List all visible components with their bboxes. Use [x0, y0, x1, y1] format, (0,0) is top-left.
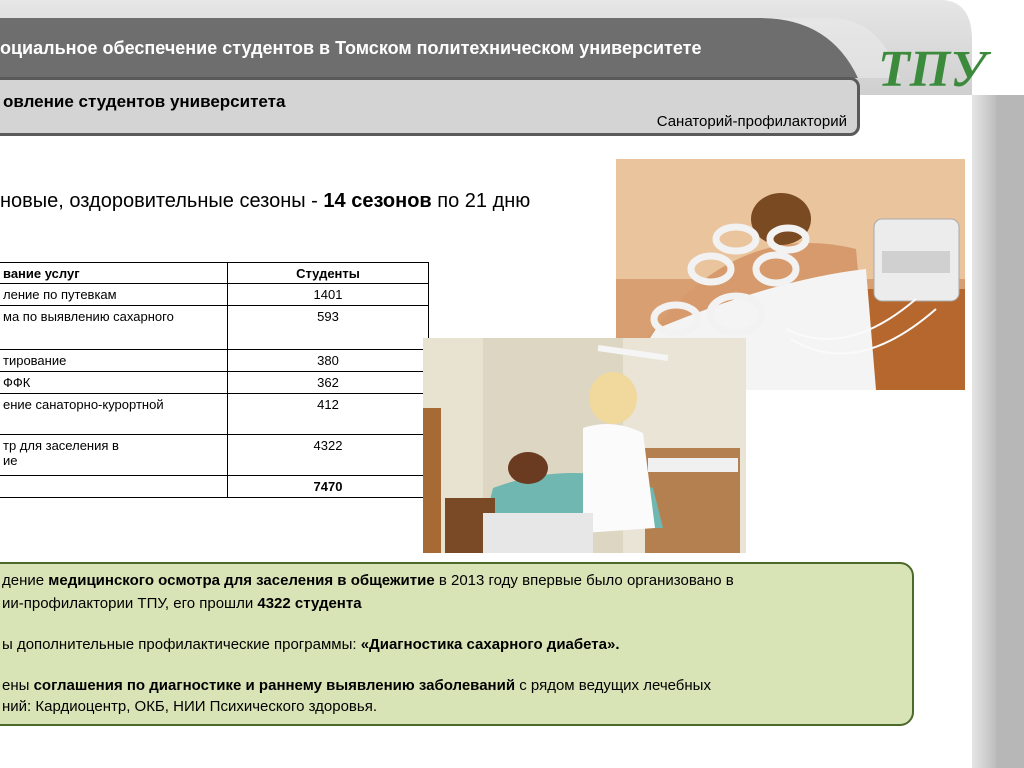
table-row	[0, 350, 429, 372]
service-name: ение санаторно-курортной	[0, 394, 228, 435]
service-name	[0, 435, 228, 476]
table-row	[0, 372, 429, 394]
info-text: ии-профилактории ТПУ, его прошли	[2, 595, 258, 612]
info-text: дение	[2, 572, 49, 589]
table-total-row	[0, 476, 429, 498]
service-count: 4322	[228, 435, 429, 476]
service-count: 1401	[228, 284, 429, 306]
table-row	[0, 435, 429, 476]
service-count: 412	[228, 394, 429, 435]
right-shadow	[972, 95, 996, 768]
column-header-students: Студенты	[228, 263, 429, 284]
seasons-suffix: по 21 дню	[431, 190, 531, 212]
service-name-line2: ие	[3, 453, 18, 468]
info-line-3	[2, 636, 620, 653]
info-text: ены	[2, 677, 34, 694]
tpu-logo	[872, 30, 987, 111]
info-box	[0, 562, 914, 726]
info-line-5	[2, 698, 377, 715]
service-name: ФФК	[0, 372, 228, 394]
info-text: ний: Кардиоцентр, ОКБ, НИИ Психического здоровья.	[2, 698, 377, 715]
table-header-row	[0, 263, 429, 284]
info-line-4	[2, 677, 711, 694]
service-count: 380	[228, 350, 429, 372]
service-name: ма по выявлению сахарного	[0, 306, 228, 350]
info-bold: «Диагностика сахарного диабета».	[360, 636, 620, 653]
table-row	[0, 306, 429, 350]
service-name: ление по путевкам	[0, 284, 228, 306]
column-header-services: вание услуг	[0, 263, 228, 284]
seasons-line	[0, 190, 530, 213]
subheader-subtitle: Санаторий-профилакторий	[656, 113, 847, 130]
total-value: 7470	[228, 476, 429, 498]
service-name-line1: тр для заселения в	[3, 438, 119, 453]
header-title: оциальное обеспечение студентов в Томском политехническом университете	[0, 38, 702, 58]
service-count: 362	[228, 372, 429, 394]
tpu-logo-text: ТПУ	[878, 41, 987, 98]
info-bold: 4322 студента	[257, 595, 362, 612]
info-line-2	[2, 595, 362, 612]
subheader-panel	[0, 77, 860, 136]
services-table	[0, 262, 429, 498]
subheader-title: овление студентов университета	[3, 92, 286, 111]
info-line-1	[2, 572, 734, 589]
dentist-photo	[423, 338, 746, 553]
seasons-count: 14 сезонов	[323, 190, 432, 212]
table-row	[0, 284, 429, 306]
service-count: 593	[228, 306, 429, 350]
info-text: в 2013 году впервые было организовано в	[434, 572, 734, 589]
info-bold: соглашения по диагностике и раннему выявлению заболеваний	[33, 677, 516, 694]
info-text: с рядом ведущих лечебных	[515, 677, 711, 694]
total-label-cell	[0, 476, 228, 498]
info-text: ы дополнительные профилактические программы:	[2, 636, 361, 653]
seasons-prefix: новые, оздоровительные сезоны -	[0, 190, 324, 212]
service-name: тирование	[0, 350, 228, 372]
right-edge	[996, 95, 1024, 768]
table-row	[0, 394, 429, 435]
info-bold: медицинского осмотра для заселения в общежитие	[48, 572, 435, 589]
